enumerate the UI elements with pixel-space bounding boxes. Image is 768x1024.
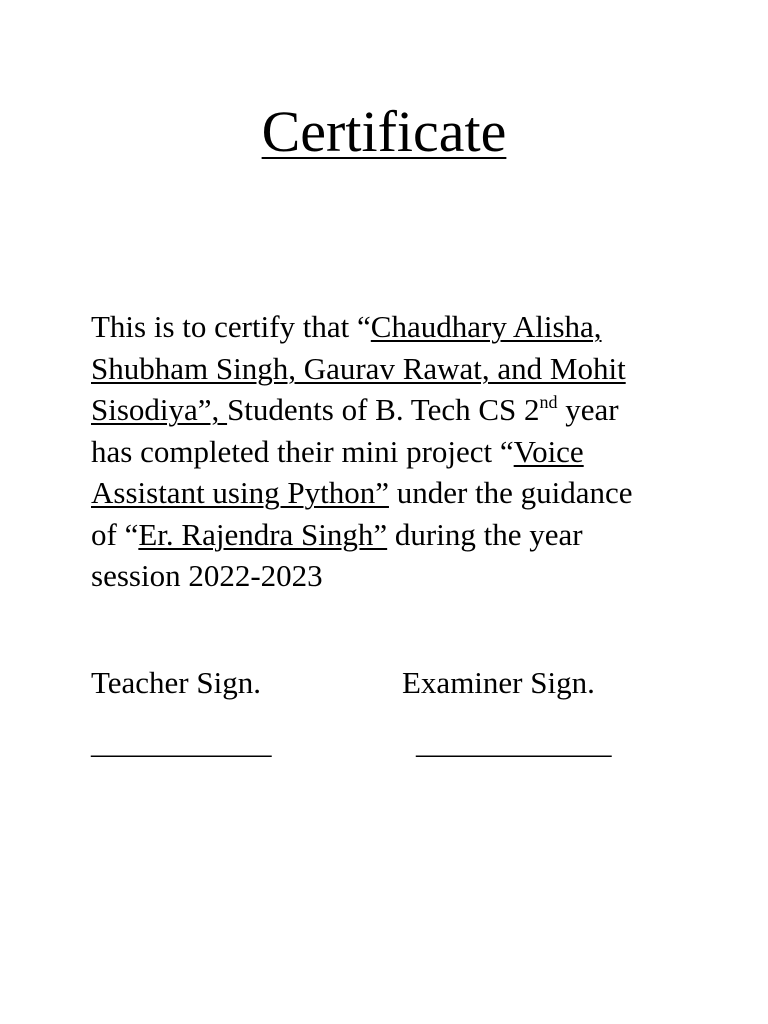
session-years: session 2022-2023 <box>91 558 323 593</box>
student-names-part-1: Chaudhary Alisha, <box>370 309 602 344</box>
teacher-signature-line: ____________ <box>91 725 271 760</box>
examiner-signature-line: _____________ <box>416 725 611 760</box>
body-line-4 <box>91 431 711 473</box>
student-names-part-2: Shubham Singh, Gaurav Rawat, and Mohit <box>91 350 626 386</box>
project-name-part-1: Voice <box>513 433 584 469</box>
certificate-body <box>91 306 711 597</box>
body-text-segment: of “ <box>91 516 139 552</box>
project-name-part-2: Assistant using Python” <box>91 475 389 510</box>
body-line-2 <box>91 348 711 390</box>
body-text-segment: during the year <box>387 516 583 552</box>
student-names-part-3: Sisodiya”, <box>91 392 228 427</box>
body-text-segment: This is to certify that “ <box>91 309 371 344</box>
ordinal-suffix: nd <box>539 392 558 412</box>
body-line-1 <box>91 306 711 348</box>
certificate-title <box>0 96 768 168</box>
body-text-segment: Students of B. Tech CS 2 <box>227 392 540 427</box>
body-text-segment: under the guidance <box>388 475 633 510</box>
body-line-5 <box>91 472 711 514</box>
body-line-3 <box>91 389 711 431</box>
body-line-7 <box>91 555 711 597</box>
body-line-6 <box>91 514 711 556</box>
body-text-segment: has completed their mini project “ <box>91 433 514 469</box>
teacher-sign-label: Teacher Sign. <box>91 665 261 700</box>
guide-name: Er. Rajendra Singh” <box>138 516 388 552</box>
certificate-title-text: Certificate <box>261 99 507 164</box>
examiner-sign-label: Examiner Sign. <box>402 665 595 700</box>
body-text-segment: year <box>557 392 619 427</box>
